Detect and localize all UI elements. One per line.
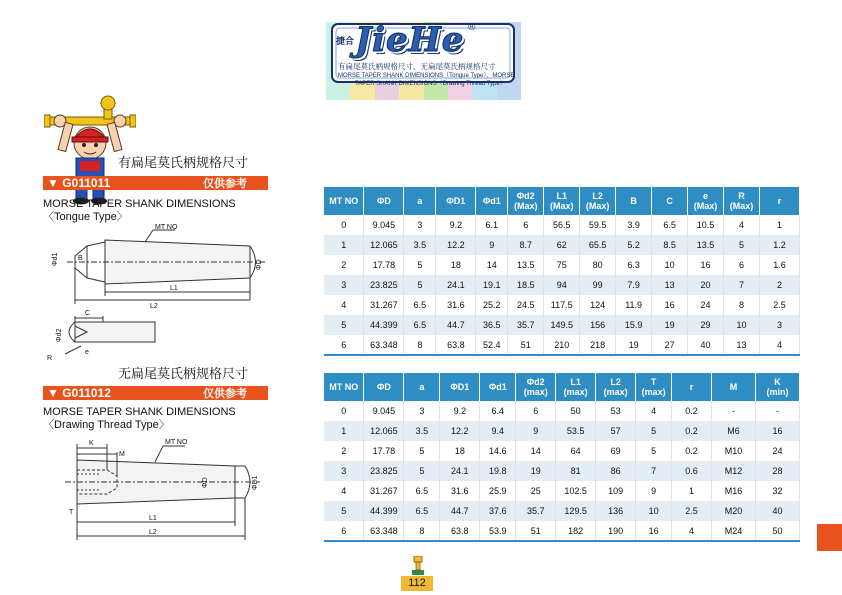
table-cell: 16 [755,421,799,441]
table-row [324,335,800,355]
table-cell: 5 [324,315,364,335]
table-cell: 6.5 [404,501,440,521]
table-cell: 53.9 [480,521,516,541]
column-header: C [652,187,688,215]
header-title-en-line1: MORSE TAPER SHANK DIMENSIONS（Tongue Type）、MORSE [338,73,515,79]
table-cell: 51 [516,521,556,541]
table-cell: 5 [404,275,436,295]
table-cell: 12.065 [364,235,404,255]
table-cell: 28 [755,461,799,481]
table-cell: 6 [724,255,760,275]
table-cell: 3 [324,461,364,481]
table-cell: 13 [724,335,760,355]
section1-code-bar [43,176,268,190]
column-header: ΦD1 [436,187,476,215]
table-cell: 31.267 [364,481,404,501]
column-header: ΦD1 [440,373,480,401]
table-cell: 29 [688,315,724,335]
table-cell: 25 [516,481,556,501]
table-cell: 81 [556,461,596,481]
table-cell: 3.5 [404,421,440,441]
table-cell: 53 [596,401,636,421]
section1-reference-note: 仅供参考 [203,178,247,190]
table-cell: 44.7 [436,315,476,335]
table-cell: 2.5 [672,501,712,521]
table-cell: 18.5 [508,275,544,295]
table-cell: 0.2 [672,401,712,421]
table-cell: 6 [508,215,544,235]
table-cell: 0.2 [672,441,712,461]
column-header: L2 (Max) [580,187,616,215]
drawing1-label-mt: MT NO [155,224,178,231]
table-cell: 10.5 [688,215,724,235]
table-cell: 109 [596,481,636,501]
column-header: MT NO [324,187,364,215]
table-cell: 40 [755,501,799,521]
table-cell: 9.2 [436,215,476,235]
table-cell: 149.5 [544,315,580,335]
table-cell: M6 [712,421,756,441]
registered-mark: ® [468,22,476,33]
table-cell: 9.045 [364,401,404,421]
table-cell: 117.5 [544,295,580,315]
section2-subtitle-en: 〈Drawing Thread Type〉 [43,419,170,431]
tongue-type-spec-table [324,187,800,356]
table-cell: 65.5 [580,235,616,255]
table-cell: 23.825 [364,461,404,481]
table-cell: 8 [724,295,760,315]
column-header: Φd2 (max) [516,373,556,401]
column-header: r [672,373,712,401]
table-row [324,461,800,481]
tongue-type-drawing [45,222,275,372]
table-cell: 13.5 [688,235,724,255]
table-cell: 19 [516,461,556,481]
table-cell: 63.348 [364,335,404,355]
table-cell: M24 [712,521,756,541]
drawing2-label-mt: MT NO [165,439,188,446]
table-cell: 15.9 [616,315,652,335]
table-cell: 129.5 [556,501,596,521]
trophy-icon [411,556,425,576]
table-cell: 5 [404,255,436,275]
table-cell: 12.065 [364,421,404,441]
table-cell: 24.1 [440,461,480,481]
drawing-thread-type-drawing [45,432,275,544]
table-cell: 35.7 [516,501,556,521]
table-cell: 10 [636,501,672,521]
table-cell: 24.1 [436,275,476,295]
section1-title-cn: 有扁尾莫氏柄规格尺寸 [118,155,249,170]
table-cell: 27 [652,335,688,355]
table-cell: 218 [580,335,616,355]
table-cell: 156 [580,315,616,335]
table-row [324,275,800,295]
table-row [324,501,800,521]
table-cell: 5 [724,235,760,255]
table-cell: 2 [324,255,364,275]
header-title-cn: 有扁尾莫氏柄规格尺寸、无扁尾莫氏柄规格尺寸 [338,62,496,71]
column-header: L1 (max) [556,373,596,401]
table-cell: 63.348 [364,521,404,541]
table-cell: 4 [636,401,672,421]
table-cell: 99 [580,275,616,295]
table-cell: 1 [672,481,712,501]
section1-subtitle-en: 〈Tongue Type〉 [43,211,128,223]
table-cell: 6 [516,401,556,421]
table-cell: 23.825 [364,275,404,295]
table-cell: - [755,401,799,421]
table-cell: 19.1 [476,275,508,295]
table-cell: 4 [760,335,800,355]
brand-logo: JieHe [355,20,465,60]
table-cell: M16 [712,481,756,501]
table-cell: 75 [544,255,580,275]
table-cell: 25.2 [476,295,508,315]
table-cell: 6 [324,335,364,355]
table-cell: 19 [652,315,688,335]
table-cell: 10 [652,255,688,275]
table-cell: 64 [556,441,596,461]
column-header: Φd1 [480,373,516,401]
header-title-en-line2: TAPER SHANK DIMENSIONS（Drawing Thread Type） [355,81,506,87]
table-cell: 9 [636,481,672,501]
drawing1-label-d: ΦD [256,259,263,270]
section2-code-bar [43,386,268,400]
table-cell: 12.2 [440,421,480,441]
table-cell: 6.5 [652,215,688,235]
drawing2-label-d: ΦD [202,477,209,488]
table-cell: 8.7 [508,235,544,255]
table-cell: 6.1 [476,215,508,235]
table-cell: 13 [652,275,688,295]
table-row [324,441,800,461]
table-cell: 1.6 [760,255,800,275]
table-cell: 0 [324,401,364,421]
drawing2-label-d1: ΦD1 [252,475,259,490]
table-cell: 69 [596,441,636,461]
table-cell: 16 [636,521,672,541]
column-header: ΦD [364,187,404,215]
table-cell: 124 [580,295,616,315]
table-row [324,421,800,441]
table-cell: 1.2 [760,235,800,255]
table-cell: 44.399 [364,315,404,335]
table-cell: 52.4 [476,335,508,355]
table-cell: 0.2 [672,421,712,441]
drawing2-label-t: T [69,509,74,516]
table-cell: 8.5 [652,235,688,255]
table-cell: 5.2 [616,235,652,255]
drawing-thread-type-spec-table [324,373,800,542]
table-cell: 10 [724,315,760,335]
table-cell: 7 [636,461,672,481]
section2-reference-note: 仅供参考 [203,388,247,400]
table-cell: 3.9 [616,215,652,235]
drawing1-label-e: e [85,349,89,356]
table-cell: 44.7 [440,501,480,521]
column-header: a [404,373,440,401]
table-cell: 2 [760,275,800,295]
table-cell: 16 [652,295,688,315]
table-cell: 16 [688,255,724,275]
table-cell: 94 [544,275,580,295]
table-cell: 19.8 [480,461,516,481]
table-cell: 25.9 [480,481,516,501]
table-cell: 9 [516,421,556,441]
table-cell: 32 [755,481,799,501]
column-header: K (min) [755,373,799,401]
table-cell: 62 [544,235,580,255]
table-cell: 8 [404,521,440,541]
table-cell: 9.4 [480,421,516,441]
table-cell: M20 [712,501,756,521]
table-cell: 6 [324,521,364,541]
table-cell: 63.8 [436,335,476,355]
table-cell: 40 [688,335,724,355]
table-cell: 3.5 [404,235,436,255]
table-cell: - [712,401,756,421]
table-cell: 63.8 [440,521,480,541]
table-cell: 86 [596,461,636,481]
table-cell: 8 [404,335,436,355]
table-cell: 4 [724,215,760,235]
column-header: Φd2 (Max) [508,187,544,215]
table-cell: 53.5 [556,421,596,441]
table-cell: 14 [476,255,508,275]
table-cell: 190 [596,521,636,541]
column-header: L2 (max) [596,373,636,401]
table-cell: 18 [436,255,476,275]
section2-title-en: MORSE TAPER SHANK DIMENSIONS [43,406,236,418]
drawing2-label-l2: L2 [149,529,157,536]
table-cell: 2 [324,441,364,461]
table-cell: 1 [324,421,364,441]
table-cell: 6.5 [404,481,440,501]
table-cell: 7.9 [616,275,652,295]
column-header: e (Max) [688,187,724,215]
drawing2-label-l1: L1 [149,515,157,522]
drawing2-label-k: K [89,440,94,447]
table-cell: 12.2 [436,235,476,255]
column-header: Φd1 [476,187,508,215]
drawing1-label-b: B [78,255,83,262]
table-cell: 102.5 [556,481,596,501]
table-cell: 5 [404,441,440,461]
table-cell: 17.78 [364,441,404,461]
drawing1-label-d2: Φd2 [56,328,63,342]
column-header: R (Max) [724,187,760,215]
column-header: M [712,373,756,401]
table-cell: 56.5 [544,215,580,235]
table-cell: 0 [324,215,364,235]
table-cell: 14 [516,441,556,461]
table-cell: 36.5 [476,315,508,335]
column-header: T (max) [636,373,672,401]
table-cell: 5 [636,421,672,441]
table-row [324,215,800,235]
table-cell: 14.6 [480,441,516,461]
table-cell: 24 [688,295,724,315]
table-cell: 19 [616,335,652,355]
table-cell: 20 [688,275,724,295]
table-cell: 6.5 [404,315,436,335]
drawing1-label-r: R [47,355,53,362]
table-cell: 17.78 [364,255,404,275]
table-cell: 31.6 [436,295,476,315]
table-row [324,235,800,255]
table-cell: 1 [760,215,800,235]
table-row [324,315,800,335]
section2-code: ▼ G011012 [47,386,111,400]
table-cell: 4 [324,295,364,315]
table-cell: 18 [440,441,480,461]
drawing1-label-c: C [85,310,91,317]
table-cell: 7 [724,275,760,295]
table-cell: 1 [324,235,364,255]
brand-cn: 捷合 [336,36,355,46]
table-cell: 24 [755,441,799,461]
table-cell: 11.9 [616,295,652,315]
table-cell: 13.5 [508,255,544,275]
section1-title-en: MORSE TAPER SHANK DIMENSIONS [43,198,236,210]
table-cell: 51 [508,335,544,355]
table-cell: M12 [712,461,756,481]
table-cell: 210 [544,335,580,355]
table-cell: 136 [596,501,636,521]
table-cell: 2.5 [760,295,800,315]
section1-code: ▼ G011011 [47,176,111,190]
table-cell: 182 [556,521,596,541]
table-cell: M10 [712,441,756,461]
table-cell: 31.6 [440,481,480,501]
column-header: r [760,187,800,215]
table-cell: 31.267 [364,295,404,315]
column-header: MT NO [324,373,364,401]
table-cell: 44.399 [364,501,404,521]
column-header: B [616,187,652,215]
table-cell: 50 [556,401,596,421]
table-cell: 6.4 [480,401,516,421]
table-cell: 24.5 [508,295,544,315]
table-cell: 6.3 [616,255,652,275]
table-cell: 3 [760,315,800,335]
column-header: L1 (Max) [544,187,580,215]
table-cell: 3 [324,275,364,295]
table-cell: 5 [324,501,364,521]
page-number: 112 [401,576,433,591]
table-row [324,295,800,315]
table-cell: 9 [476,235,508,255]
table-row [324,401,800,421]
table-cell: 0.6 [672,461,712,481]
column-header: a [404,187,436,215]
table-cell: 80 [580,255,616,275]
table-cell: 37.6 [480,501,516,521]
table-cell: 5 [404,461,440,481]
table-cell: 9.045 [364,215,404,235]
table-cell: 3 [404,215,436,235]
table-row [324,481,800,501]
table-cell: 4 [324,481,364,501]
table-cell: 4 [672,521,712,541]
table-row [324,521,800,541]
table-cell: 5 [636,441,672,461]
drawing2-label-m: M [119,451,125,458]
table-row [324,255,800,275]
table-cell: 9.2 [440,401,480,421]
drawing1-label-d1: Φd1 [52,252,59,266]
table-cell: 35.7 [508,315,544,335]
table-cell: 6.5 [404,295,436,315]
column-header: ΦD [364,373,404,401]
table-cell: 50 [755,521,799,541]
table-cell: 3 [404,401,440,421]
table-cell: 57 [596,421,636,441]
drawing1-label-l2: L2 [150,303,158,310]
table-cell: 59.5 [580,215,616,235]
section2-title-cn: 无扁尾莫氏柄规格尺寸 [118,366,249,381]
drawing1-label-l1: L1 [170,285,178,292]
chapter-tab [817,524,842,551]
